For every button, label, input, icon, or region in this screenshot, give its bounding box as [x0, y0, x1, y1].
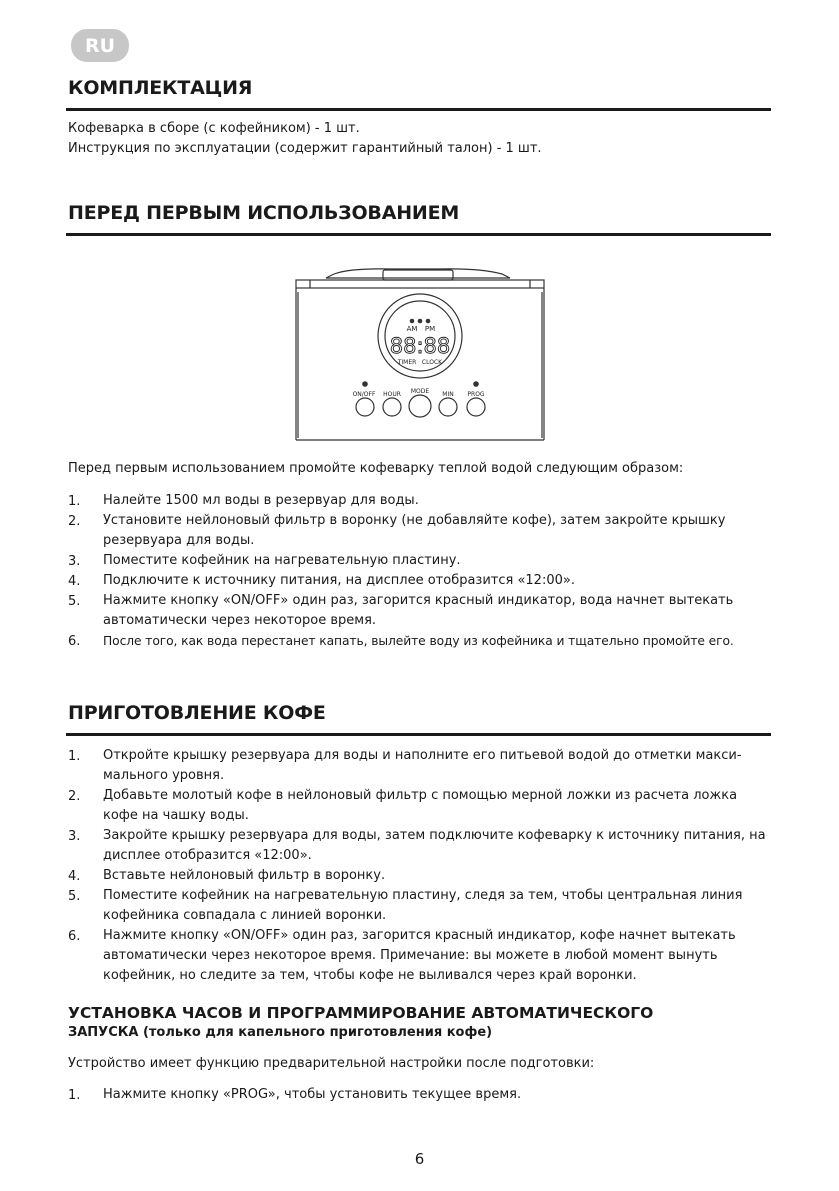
divider — [66, 733, 771, 736]
display-clock-label: CLOCK — [421, 359, 443, 366]
kit-line: Инструкция по эксплуатации (содержит гарантийный талон) - 1 шт. — [68, 141, 542, 156]
mode-button — [409, 395, 431, 417]
step-number: 2. — [68, 789, 81, 804]
hour-button — [383, 398, 401, 416]
onoff-button-label: ON/OFF — [352, 391, 376, 398]
display-pm-label: PM — [424, 325, 436, 333]
step-number: 1. — [68, 1088, 81, 1103]
onoff-indicator-light — [362, 381, 368, 387]
section-title-kit: КОМПЛЕКТАЦИЯ — [68, 77, 253, 99]
step-number: 5. — [68, 594, 81, 609]
step-number: 4. — [68, 869, 81, 884]
step-number: 5. — [68, 889, 81, 904]
step-text: Поместите кофейник на нагревательную пластину. — [103, 553, 461, 568]
min-button-label: MIN — [442, 391, 454, 398]
step-text: Налейте 1500 мл воды в резервуар для воды. — [103, 493, 419, 508]
divider — [66, 233, 771, 236]
hour-button-label: HOUR — [383, 391, 401, 398]
step-number: 1. — [68, 494, 81, 509]
step-text: Закройте крышку резервуара для воды, затем подключите кофеварку к источнику питания, на дисплее отобразится «12:00». — [103, 828, 766, 863]
step-number: 3. — [68, 554, 81, 569]
step-text: Подключите к источнику питания, на дисплее отобразится «12:00». — [103, 573, 575, 588]
step-number: 3. — [68, 829, 81, 844]
section-subtitle-clock: ЗАПУСКА (только для капельного приготовления кофе) — [68, 1025, 493, 1040]
step-text: Нажмите кнопку «ON/OFF» один раз, загорится красный индикатор, кофе начнет вытекать автоматически через некоторое время. Примечание: вы можете в любой момент вынуть кофейник, но следите за тем, чтобы кофе не выливался через край воронки. — [103, 928, 736, 983]
kit-line: Кофеварка в сборе (с кофейником) - 1 шт. — [68, 121, 360, 136]
display-am-label: AM — [406, 325, 418, 333]
prog-indicator-light — [473, 381, 479, 387]
step-text: Откройте крышку резервуара для воды и наполните его питьевой водой до отметки макси-мального уровня. — [103, 748, 742, 783]
display-digits: 88:88 — [389, 334, 451, 358]
before-use-intro: Перед первым использованием промойте кофеварку теплой водой следующим образом: — [68, 461, 684, 476]
display-timer-label: TIMER — [397, 359, 417, 366]
step-text: Поместите кофейник на нагревательную пластину, следя за тем, чтобы центральная линия кофейника совпадала с линией воронки. — [103, 888, 743, 923]
step-text: После того, как вода перестанет капать, вылейте воду из кофейника и тщательно промойте его. — [103, 634, 734, 648]
display-indicator-dots — [410, 319, 431, 324]
step-text: Нажмите кнопку «PROG», чтобы установить текущее время. — [103, 1087, 522, 1102]
section-title-before-use: ПЕРЕД ПЕРВЫМ ИСПОЛЬЗОВАНИЕМ — [68, 202, 460, 224]
control-panel-illustration — [290, 264, 550, 444]
step-text: Установите нейлоновый фильтр в воронку (не добавляйте кофе), затем закройте крышку резервуара для воды. — [103, 513, 726, 548]
step-number: 1. — [68, 749, 81, 764]
section-title-brewing: ПРИГОТОВЛЕНИЕ КОФЕ — [68, 702, 326, 724]
prog-button — [467, 398, 485, 416]
prog-button-label: PROG — [467, 391, 485, 398]
step-text: Нажмите кнопку «ON/OFF» один раз, загорится красный индикатор, вода начнет вытекать автоматически через некоторое время. — [103, 593, 734, 628]
divider — [66, 108, 771, 111]
step-number: 4. — [68, 574, 81, 589]
clock-intro: Устройство имеет функцию предварительной настройки после подготовки: — [68, 1056, 595, 1071]
language-badge: RU — [71, 29, 129, 62]
onoff-button — [356, 398, 374, 416]
min-button — [439, 398, 457, 416]
step-number: 6. — [68, 634, 81, 649]
step-number: 6. — [68, 929, 81, 944]
step-text: Добавьте молотый кофе в нейлоновый фильтр с помощью мерной ложки из расчета ложка кофе на чашку воды. — [103, 788, 738, 823]
step-number: 2. — [68, 514, 81, 529]
step-text: Вставьте нейлоновый фильтр в воронку. — [103, 868, 386, 883]
mode-button-label: MODE — [410, 388, 430, 395]
section-title-clock: УСТАНОВКА ЧАСОВ И ПРОГРАММИРОВАНИЕ АВТОМАТИЧЕСКОГО — [68, 1004, 654, 1022]
page-number: 6 — [414, 1150, 425, 1168]
